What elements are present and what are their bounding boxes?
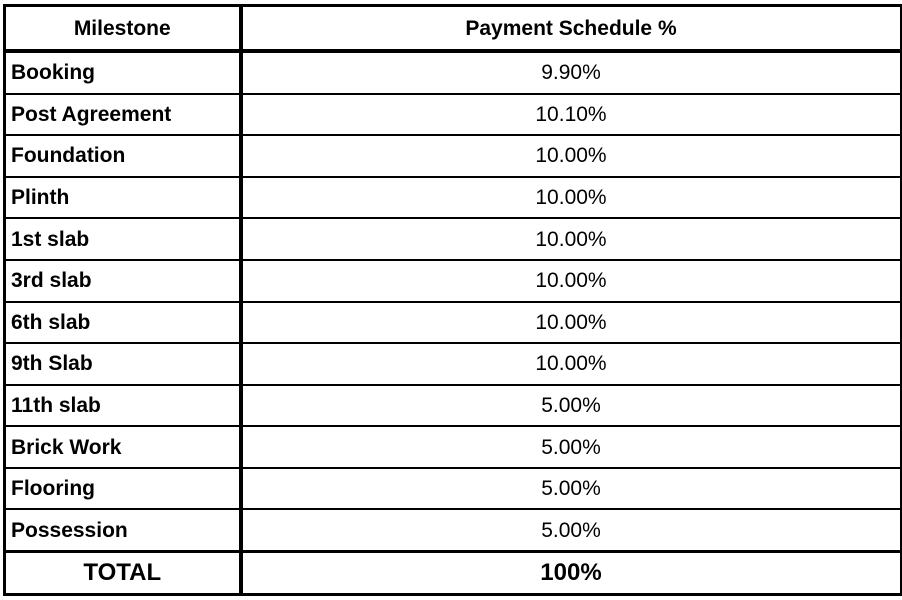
percent-cell: 10.00% [241,218,902,260]
milestone-cell: 3rd slab [5,260,241,302]
milestone-cell: 9th Slab [5,343,241,385]
table-row [5,302,902,344]
percent-cell: 5.00% [241,468,902,510]
percent-cell: 5.00% [241,385,902,427]
percent-cell: 9.90% [241,51,902,94]
percent-cell: 10.00% [241,343,902,385]
table-row [5,385,902,427]
total-percent: 100% [241,552,902,595]
percent-cell: 10.10% [241,94,902,136]
total-label: TOTAL [5,552,241,595]
payment-schedule-column-header: Payment Schedule % [241,6,902,52]
percent-cell: 10.00% [241,260,902,302]
table-row [5,343,902,385]
header-row [5,6,902,52]
milestone-cell: Booking [5,51,241,94]
percent-cell: 5.00% [241,509,902,551]
table-row [5,260,902,302]
milestone-column-header: Milestone [5,6,241,52]
table-row [5,51,902,94]
milestone-cell: Plinth [5,177,241,219]
payment-schedule-table [3,4,902,596]
total-row [5,552,902,595]
milestone-cell: Post Agreement [5,94,241,136]
table-row [5,468,902,510]
milestone-cell: Flooring [5,468,241,510]
table-row [5,177,902,219]
milestone-cell: Possession [5,509,241,551]
table-row [5,94,902,136]
table-row [5,509,902,551]
milestone-cell: 11th slab [5,385,241,427]
milestone-cell: Foundation [5,135,241,177]
milestone-cell: Brick Work [5,426,241,468]
percent-cell: 10.00% [241,177,902,219]
percent-cell: 5.00% [241,426,902,468]
milestone-cell: 1st slab [5,218,241,260]
milestone-cell: 6th slab [5,302,241,344]
table-row [5,218,902,260]
table-row [5,426,902,468]
percent-cell: 10.00% [241,135,902,177]
percent-cell: 10.00% [241,302,902,344]
table-row [5,135,902,177]
